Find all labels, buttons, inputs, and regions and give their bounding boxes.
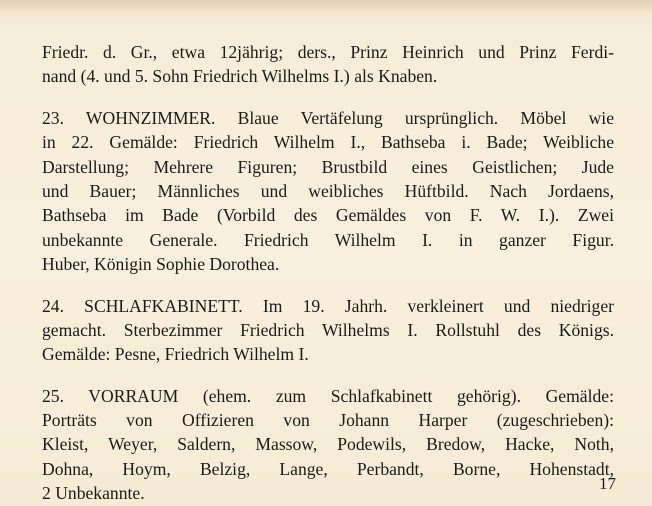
text-line: unbekannte Generale. Friedrich Wilhelm I. in ganzer Figur.: [42, 229, 614, 250]
page-number: 17: [599, 474, 616, 493]
text-line: Porträts von Offizieren von Johann Harper (zugeschrieben):: [42, 410, 614, 431]
text-line: 23. WOHNZIMMER. Blaue Vertäfelung ursprünglich. Möbel wie: [42, 107, 614, 128]
text-line: 24. SCHLAFKABINETT. Im 19. Jahrh. verkleinert und niedriger: [42, 295, 614, 316]
text-line: Dohna, Hoym, Belzig, Lange, Perbandt, Borne, Hohenstadt,: [42, 458, 614, 479]
text-line: Kleist, Weyer, Saldern, Massow, Podewils, Bredow, Hacke, Noth,: [42, 434, 614, 455]
paragraph-continuation: [42, 40, 614, 89]
text-line: und Bauer; Männliches und weibliches Hüftbild. Nach Jordaens,: [42, 180, 614, 201]
text-line: Gemälde: Pesne, Friedrich Wilhelm I.: [42, 344, 309, 365]
page-text: [42, 40, 614, 506]
paragraph-vorraum: [42, 384, 614, 506]
text-line: Huber, Königin Sophie Dorothea.: [42, 254, 280, 275]
page-top-shadow: [0, 0, 652, 14]
text-line: 2 Unbekannte.: [42, 483, 145, 504]
text-line: Darstellung; Mehrere Figuren; Brustbild eines Geistlichen; Jude: [42, 156, 614, 177]
paragraph-schlafkabinett: [42, 294, 614, 367]
paragraph-wohnzimmer: [42, 106, 614, 277]
text-line: nand (4. und 5. Sohn Friedrich Wilhelms I.) als Knaben.: [42, 66, 438, 87]
text-line: gemacht. Sterbezimmer Friedrich Wilhelms I. Rollstuhl des Königs.: [42, 319, 614, 340]
text-line: in 22. Gemälde: Friedrich Wilhelm I., Bathseba i. Bade; Weibliche: [42, 132, 614, 153]
text-line: 25. VORRAUM (ehem. zum Schlafkabinett gehörig). Gemälde:: [42, 385, 614, 406]
text-line: Friedr. d. Gr., etwa 12jährig; ders., Prinz Heinrich und Prinz Ferdi-: [42, 42, 614, 62]
text-line: Bathseba im Bade (Vorbild des Gemäldes von F. W. I.). Zwei: [42, 205, 614, 226]
